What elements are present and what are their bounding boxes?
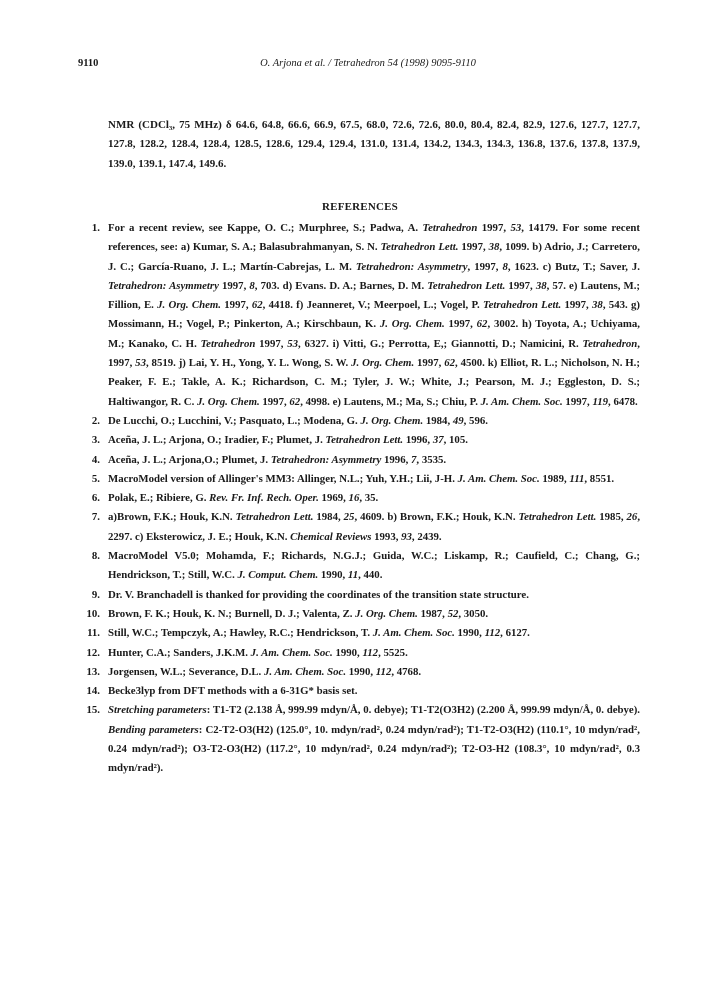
reference-text: Aceña, J. L.; Arjona,O.; Plumet, J. Tetrahedron: Asymmetry 1996, 7, 3535.: [108, 453, 447, 466]
reference-item: [78, 605, 640, 624]
reference-item: [78, 489, 640, 508]
reference-text: MacroModel V5.0; Mohamda, F.; Richards, N.G.J.; Guida, W.C.; Liskamp, R.; Caufield, C.; Chang, G.; Hendrickson, T.; Still, W.C. J. Comput. Chem. 1990, 11, 440.: [108, 550, 640, 582]
reference-number: 8.: [91, 550, 100, 563]
reference-text: Stretching parameters: T1-T2 (2.138 Å, 999.99 mdyn/Å, 0. debye); T1-T2(O3H2) (2.200 Å, 999.99 mdyn/Å, 0. debye). Bending parameters: C2-T2-O3(H2) (125.0°, 10. mdyn/rad², 0.24 mdyn/rad²); T1-T2-O3(H2) (110.1°, 10 mdyn/rad², 0.24 mdyn/rad²); O3-T2-O3(H2) (117.2°, 10 mdyn/rad², 0.24 mdyn/rad²); T2-O3-H2 (108.3°, 10 mdyn/rad², 0.3 mdyn/rad²).: [108, 704, 640, 775]
reference-text: For a recent review, see Kappe, O. C.; Murphree, S.; Padwa, A. Tetrahedron 1997, 53, 14179. For some recent references, see: a) Kumar, S. A.; Balasubrahmanyan, S. N. Tetrahedron Lett. 1997, 38, 1099. b) Adrio, J.; Carretero, J. C.; García-Ruano, J. L.; Martín-Cabrejas, L. M. Tetrahedron: Asymmetry, 1997, 8, 1623. c) Butz, T.; Saver, J. Tetrahedron: Asymmetry 1997, 8, 703. d) Evans. D. A.; Barnes, D. M. Tetrahedron Lett. 1997, 38, 57. e) Lautens, M.; Fillion, E. J. Org. Chem. 1997, 62, 4418. f) Jeanneret, V.; Meerpoel, L.; Vogel, P. Tetrahedron Lett. 1997, 38, 543. g) Mossimann, H.; Vogel, P.; Pinkerton, A.; Kirschbaun, K. J. Org. Chem. 1997, 62, 3002. h) Toyota, A.; Uchiyama, M.; Kanako, C. H. Tetrahedron 1997, 53, 6327. i) Vitti, G.; Perrotta, E,; Giannotti, D.; Namicini, R. Tetrahedron, 1997, 53, 8519. j) Lai, Y. H., Yong, Y. L. Wong, S. W. J. Org. Chem. 1997, 62, 4500. k) Elliot, R. L.; Nicholson, N. H.; Peaker, F. E.; Takle, A. K.; Richardson, C. M.; Tyler, J. W.; White, J.; Pearson, M. J.; Eggleston, D. S.; Haltiwangor, R. C. J. Org. Chem. 1997, 62, 4998. e) Lautens, M.; Ma, S.; Chiu, P. J. Am. Chem. Soc. 1997, 119, 6478.: [108, 222, 641, 408]
reference-text: De Lucchi, O.; Lucchini, V.; Pasquato, L.; Modena, G. J. Org. Chem. 1984, 49, 596.: [108, 414, 488, 427]
reference-number: 4.: [91, 453, 100, 466]
reference-text: Dr. V. Branchadell is thanked for providing the coordinates of the transition state structure.: [108, 588, 529, 601]
reference-text: Hunter, C.A.; Sanders, J.K.M. J. Am. Chem. Soc. 1990, 112, 5525.: [108, 646, 408, 659]
nmr-data-paragraph: NMR (CDCl₃, 75 MHz) δ 64.6, 64.8, 66.6, 66.9, 67.5, 68.0, 72.6, 72.6, 80.0, 80.4, 82.4, 82.9, 127.6, 127.7, 127.7, 127.8, 128.2, 128.4, 128.4, 128.5, 128.6, 129.4, 129.4, 131.0, 131.4, 134.2, 134.3, 134.3, 136.8, 137.6, 137.8, 137.9, 139.0, 139.1, 147.4, 149.6.: [108, 119, 640, 170]
reference-text: Brown, F. K.; Houk, K. N.; Burnell, D. J.; Valenta, Z. J. Org. Chem. 1987, 52, 3050.: [108, 607, 489, 620]
reference-item: [78, 451, 640, 470]
reference-item: [78, 682, 640, 701]
reference-text: Jorgensen, W.L.; Severance, D.L. J. Am. Chem. Soc. 1990, 112, 4768.: [108, 665, 422, 678]
reference-number: 12.: [86, 646, 100, 659]
reference-item: [78, 701, 640, 778]
reference-text: Becke3lyp from DFT methods with a 6-31G* basis set.: [108, 685, 358, 698]
reference-item: [78, 663, 640, 682]
reference-number: 13.: [86, 665, 100, 678]
reference-text: Aceña, J. L.; Arjona, O.; Iradier, F.; Plumet, J. Tetrahedron Lett. 1996, 37, 105.: [108, 434, 468, 447]
references-list: [78, 219, 640, 779]
reference-item: [78, 219, 640, 412]
reference-item: [78, 624, 640, 643]
reference-number: 14.: [86, 685, 100, 698]
reference-number: 9.: [91, 588, 100, 601]
reference-text: a)Brown, F.K.; Houk, K.N. Tetrahedron Lett. 1984, 25, 4609. b) Brown, F.K.; Houk, K.N. Tetrahedron Lett. 1985, 26, 2297. c) Eksterowicz, J. E.; Houk, K.N. Chemical Reviews 1993, 93, 2439.: [108, 511, 641, 543]
references-heading: REFERENCES: [322, 201, 398, 213]
reference-number: 10.: [86, 607, 100, 620]
reference-text: Polak, E.; Ribiere, G. Rev. Fr. Inf. Rech. Oper. 1969, 16, 35.: [108, 492, 379, 505]
reference-number: 1.: [91, 222, 100, 234]
reference-text: MacroModel version of Allinger's MM3: Allinger, N.L.; Yuh, Y.H.; Lii, J-H. J. Am. Chem. Soc. 1989, 111, 8551.: [108, 472, 615, 485]
reference-item: [78, 431, 640, 450]
reference-number: 15.: [86, 704, 100, 717]
reference-number: 2.: [91, 414, 100, 427]
reference-item: [78, 586, 640, 605]
reference-number: 3.: [91, 434, 100, 447]
reference-number: 11.: [87, 627, 100, 640]
reference-item: [78, 470, 640, 489]
reference-item: [78, 508, 640, 547]
reference-number: 5.: [91, 472, 100, 485]
reference-item: [78, 644, 640, 663]
reference-number: 6.: [91, 492, 100, 505]
running-head: O. Arjona et al. / Tetrahedron 54 (1998) 9095-9110: [260, 58, 476, 69]
reference-item: [78, 547, 640, 586]
page-number: 9110: [78, 58, 99, 69]
page-header: [78, 58, 658, 74]
reference-item: [78, 412, 640, 431]
reference-text: Still, W.C.; Tempczyk, A.; Hawley, R.C.; Hendrickson, T. J. Am. Chem. Soc. 1990, 112, 6127.: [108, 627, 530, 640]
reference-number: 7.: [91, 511, 100, 524]
